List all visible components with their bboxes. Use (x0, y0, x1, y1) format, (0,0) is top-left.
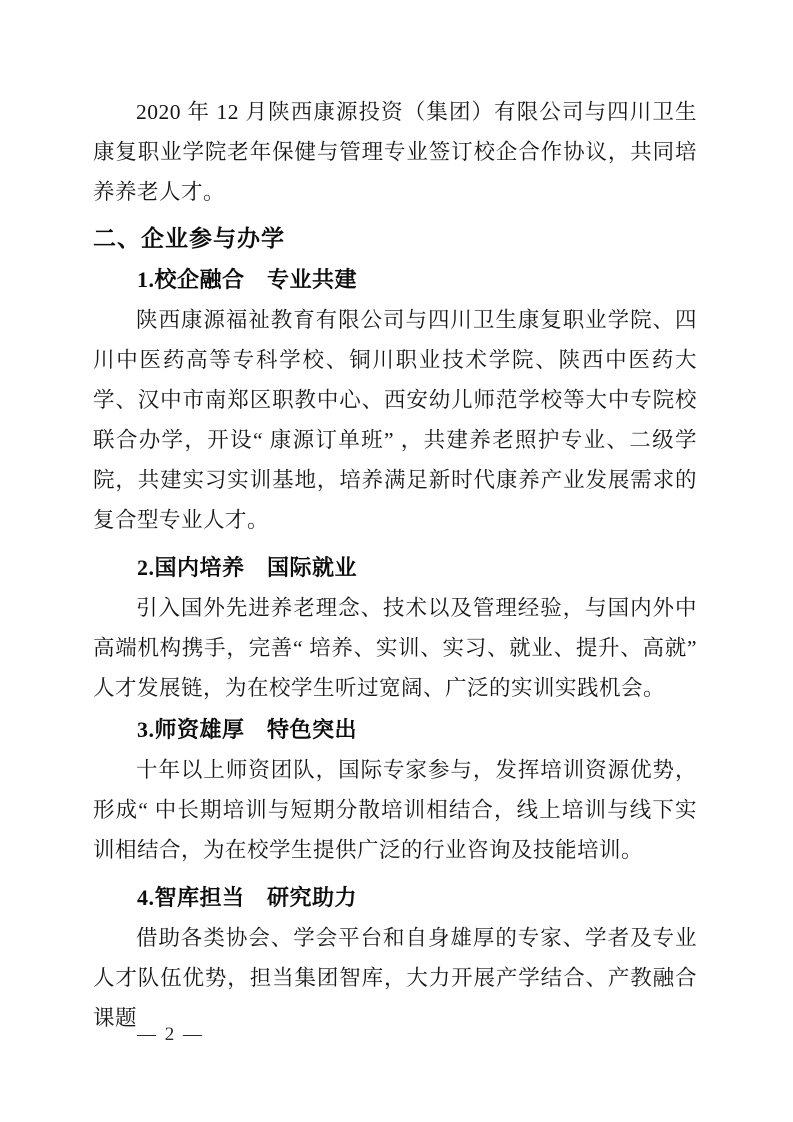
subsection-body-4: 借助各类协会、学会平台和自身雄厚的专家、学者及专业人才队伍优势，担当集团智库，大力开展产学结合、产教融合课题 (93, 926, 697, 1030)
subsection-heading-3: 3.师资雄厚 特色突出 (137, 717, 358, 742)
subsection-body-2: 引入国外先进养老理念、技术以及管理经验，与国内外中高端机构携手，完善“ 培养、实训、实习、就业、提升、高就” 人才发展链，为在校学生听过宽阔、广泛的实训实践机会。 (93, 596, 697, 700)
intro-paragraph: 2020 年 12 月陕西康源投资（集团）有限公司与四川卫生康复职业学院老年保健与管理专业签订校企合作协议，共同培养养老人才。 (93, 100, 697, 204)
page-number: — 2 — (137, 1024, 204, 1045)
page-footer (137, 1022, 204, 1048)
subsection-body-3: 十年以上师资团队，国际专家参与，发挥培训资源优势，形成“ 中长期培训与短期分散培训相结合，线上培训与线下实训相结合，为在校学生提供广泛的行业咨询及技能培训。 (93, 758, 697, 862)
subsection-body-1: 陕西康源福祉教育有限公司与四川卫生康复职业学院、四川中医药高等专科学校、铜川职业技术学院、陕西中医药大学、汉中市南郑区职教中心、西安幼儿师范学校等大中专院校联合办学，开设“ 康源订单班” ，共建养老照护专业、二级学院，共建实习实训基地，培养满足新时代康养产业发展需求的复合型专业人才。 (93, 308, 697, 532)
subsection-heading-4: 4.智库担当 研究助力 (137, 885, 358, 910)
subsection-heading-1: 1.校企融合 专业共建 (137, 267, 358, 292)
section-heading: 二、企业参与办学 (93, 225, 285, 251)
document-content (93, 92, 697, 1038)
subsection-heading-2: 2.国内培养 国际就业 (137, 555, 358, 580)
